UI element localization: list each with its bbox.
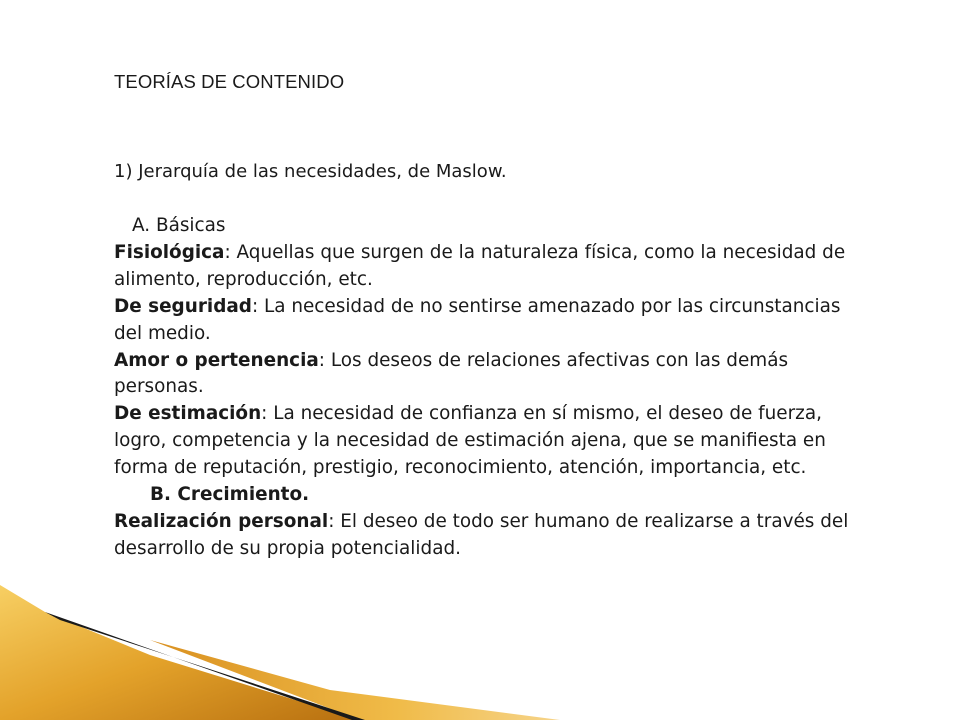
item-term: Fisiológica bbox=[114, 241, 225, 263]
gold-wedge bbox=[0, 585, 360, 720]
section-b-heading: B. Crecimiento. bbox=[150, 484, 310, 506]
section-a-heading: A. Básicas bbox=[132, 215, 226, 236]
slide-title: TEORÍAS DE CONTENIDO bbox=[114, 71, 345, 92]
list-item bbox=[114, 348, 874, 402]
list-item bbox=[114, 240, 874, 294]
item-description: : La necesidad de no sentirse amenazado por las circunstancias del medio. bbox=[114, 295, 841, 344]
list-item bbox=[114, 401, 874, 482]
item-term: De seguridad bbox=[114, 295, 252, 317]
item-description: : El deseo de todo ser humano de realizarse a través del desarrollo de su propia potencialidad. bbox=[114, 510, 849, 559]
item-term: Realización personal bbox=[114, 510, 329, 532]
list-item bbox=[114, 294, 874, 348]
item-term: Amor o pertenencia bbox=[114, 349, 319, 371]
item-description: : Los deseos de relaciones afectivas con las demás personas. bbox=[114, 349, 789, 398]
item-description: : La necesidad de confianza en sí mismo, el deseo de fuerza, logro, competencia y la necesidad de estimación ajena, que se manifiesta en forma de reputación, prestigio, reconocimiento, atención, importancia, etc. bbox=[114, 403, 826, 479]
item-term: De estimación bbox=[114, 403, 262, 425]
slide-subtitle: 1) Jerarquía de las necesidades, de Maslow. bbox=[114, 161, 507, 182]
list-item bbox=[114, 509, 874, 563]
body-text bbox=[114, 213, 874, 563]
item-description: : Aquellas que surgen de la naturaleza física, como la necesidad de alimento, reproducción, etc. bbox=[114, 241, 846, 290]
